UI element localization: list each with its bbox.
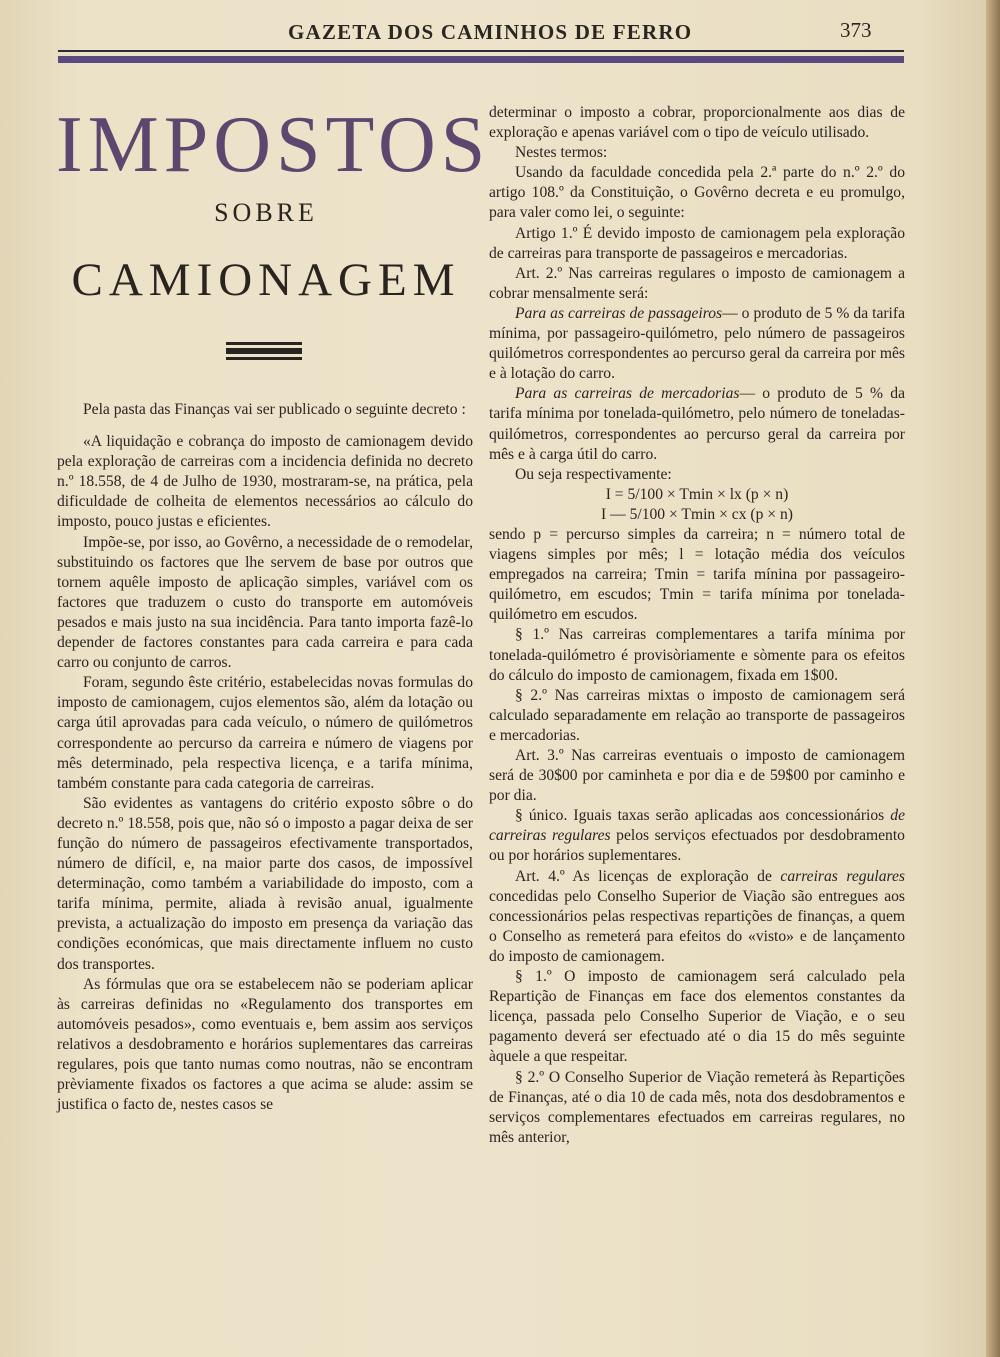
article-4-text-b: concedidas pelo Conselho Superior de Viação são entregues aos concessionários pelas respectivas repartições de finanças, a quem o Conselho as remeterá para efeitos do «visto» e de lançamento do imposto de camionagem. — [489, 887, 905, 965]
goods-clause — [489, 384, 905, 464]
header-rule-thin — [58, 50, 904, 52]
passenger-clause-text: — o produto de 5 % da tarifa mínima, por passageiro-quilómetro, pelo número de passageiros quilómetros correspondentes ao percurso geral da carreira por mês e à lotação do carro. — [489, 304, 906, 383]
running-header — [60, 18, 910, 46]
title-ornament-rule — [226, 342, 302, 360]
paragraph: Impõe-se, por isso, ao Govêrno, a necessidade de o remodelar, substituindo os factores que lhe servem de base por outros que tornem aquêle imposto de aplicação simples, variável com os factores que traduzem o custo do transporte em automóveis pesados e mais justo na sua incidência. Para tanto importa fazê-lo depender de factores constantes para cada carreira e para cada carro ou conjunto de carros. — [57, 533, 473, 672]
article-title-main: IMPOSTOS — [56, 101, 491, 189]
page-number: 373 — [840, 18, 872, 42]
journal-title: GAZETA DOS CAMINHOS DE FERRO — [288, 20, 693, 44]
paragraph: Ou seja respectivamente: — [515, 465, 672, 483]
article-4 — [489, 867, 905, 967]
article-3: Art. 3.º Nas carreiras eventuais o imposto de camionagem será de 30$00 por caminheta e por dia e de 59$00 por caminho e por dia. — [489, 747, 905, 805]
section-unico-text-a: § único. Iguais taxas serão aplicadas aos concessionários — [515, 807, 885, 825]
intro-paragraph: Pela pasta das Finanças vai ser publicado o seguinte decreto : — [83, 401, 466, 418]
paragraph: «A liquidação e cobrança do imposto de camionagem devido pela exploração de carreiras com a incidencia definida no decreto n.º 18.558, de 4 de Julho de 1930, mostraram-se, na prática, pela dificuldade de colheita de elementos necessários ao cálculo do imposto, pouco justas e eficientes. — [57, 433, 473, 531]
section-1: § 1.º Nas carreiras complementares a tarifa mínima por tonelada-quilómetro é provisòriamente e sòmente para os efeitos do cálculo do imposto de camionagem, fixada em 1$00. — [489, 626, 905, 684]
article-4-italic: carreiras regulares — [780, 867, 906, 885]
formula-definitions: sendo p = percurso simples da carreira; n = número total de viagens simples por mês; l = lotação média dos veículos empregados na carreira; Tmin = tarifa mínina por passageiro-quilómetro, em escudos; Tmin = tarifa mínima por tonelada-quilómetro em escudos. — [489, 525, 905, 624]
article-title-small: SOBRE — [214, 198, 318, 227]
paragraph: As fórmulas que ora se estabelecem não se poderiam aplicar às carreiras definidas no «Regulamento dos transportes em automóveis pesados», como eventuais e, bem assim aos serviços relativos a desdobramento e horários suplementares das carreiras regulares, pois que tanto numas como noutras, não se encontram prèviamente fixados os factores a que acima se alude: assim se justifica o facto de, nestes casos se — [57, 975, 473, 1114]
article-4-section-2: § 2.º O Conselho Superior de Viação remeterá às Repartições de Finanças, até o dia 10 de cada mês, nota dos desdobramentos e serviços complementares efectuados em carreiras regulares, no mês anterior, — [489, 1068, 905, 1146]
paragraph: determinar o imposto a cobrar, proporcionalmente aos dias de exploração e apenas variável com o tipo de veículo utilisado. — [489, 104, 905, 142]
page-edge-binding — [986, 0, 1000, 1357]
paragraph: Usando da faculdade concedida pela 2.ª parte do n.º 2.º do artigo 108.º da Constituição, o Govêrno decreta e eu promulgo, para valer como lei, o seguinte: — [489, 164, 905, 222]
section-unico — [489, 806, 905, 866]
section-unico-italic: de carreiras regulares — [489, 807, 905, 845]
article-2: Art. 2.º Nas carreiras regulares o imposto de camionagem a cobrar mensalmente será: — [489, 264, 905, 302]
article-4-section-1: § 1.º O imposto de camionagem será calculado pela Repartição de Finanças em face dos elementos constantes da licença, passada pelo Conselho Superior de Viação, e o seu pagamento deverá ser efectuado até o dia 15 do mês seguinte àquele a que respeitar. — [489, 968, 905, 1066]
right-column — [489, 103, 905, 1148]
article-1: Artigo 1.º É devido imposto de camionagem pela exploração de carreiras para transporte de passageiros e mercadorias. — [489, 224, 905, 262]
paragraph: São evidentes as vantagens do critério exposto sôbre o do decreto n.º 18.558, pois que, não só o imposto a pagar deixa de ser função do número de passageiros efectivamente transportados, número de difícil, e, na maior parte dos casos, de impossível determinação, como também a variabilidade do imposto, com a tarifa mínima, permite, aliada à revisão anual, igualmente prevista, a actualização do imposto em presença da variação das condições económicas, que mais directamente influem no custo dos transportes. — [57, 794, 473, 973]
left-column — [57, 400, 473, 1115]
header-rule-purple — [58, 56, 904, 63]
formula-goods: I — 5/100 × Tmin × cx (p × n) — [601, 505, 793, 523]
goods-clause-text: — o produto de 5 % da tarifa mínima por tonelada-quilómetro, pelo número de toneladas-quilómetros, correspondentes ao percurso geral da carreira por mês e à carga útil do carro. — [489, 385, 905, 463]
goods-clause-label: Para as carreiras de mercadorias — [515, 385, 740, 403]
paragraph: Foram, segundo êste critério, estabelecidas novas formulas do imposto de camionagem, cujos elementos são, além da lotação ou carga útil aprovadas para cada veículo, o número de quilómetros correspondente ao percurso da carreira e número de viagens por mês determinado, pela respectiva licença, e a tarifa mínima, também constante para cada categoria de carreiras. — [57, 674, 473, 792]
article-4-text-a: Art. 4.º As licenças de exploração de — [515, 867, 772, 885]
section-unico-text-b: pelos serviços efectuados por desdobramento ou por horários suplementares. — [489, 827, 905, 865]
article-title-sub: CAMIONAGEM — [71, 254, 461, 306]
section-2: § 2.º Nas carreiras mixtas o imposto de camionagem será calculado separadamente em relação ao transporte de passageiros e mercadorias. — [489, 686, 905, 744]
paragraph: Nestes termos: — [515, 144, 608, 162]
passenger-clause-label: Para as carreiras de passageiros — [515, 304, 723, 322]
passenger-clause — [489, 304, 905, 384]
formula-passengers: I = 5/100 × Tmin × lx (p × n) — [605, 485, 789, 503]
